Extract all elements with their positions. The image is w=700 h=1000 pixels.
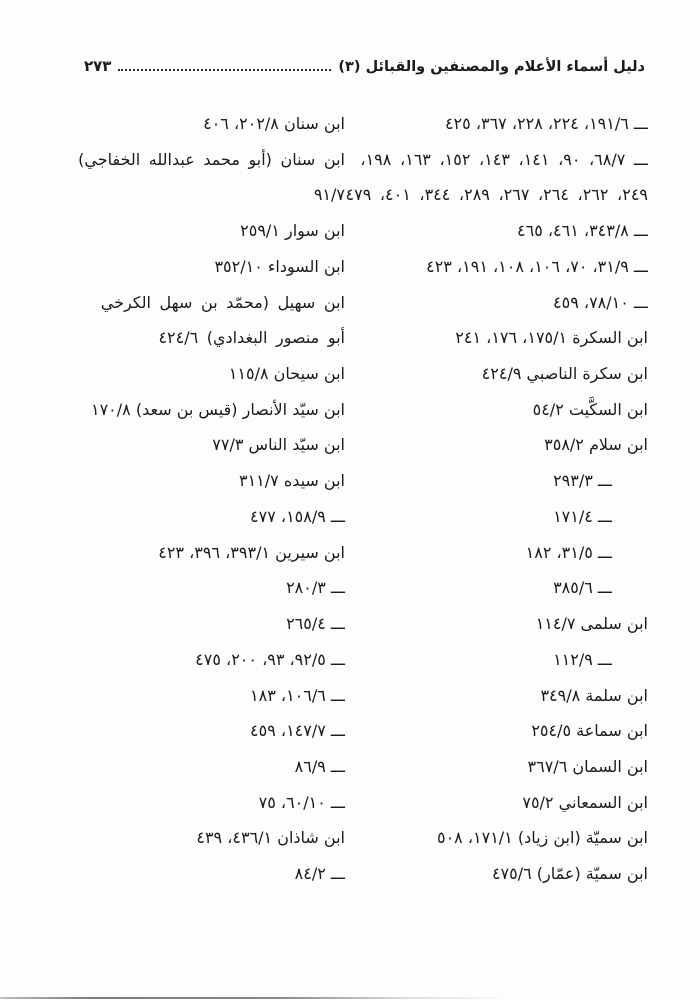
index-entry: ـــ ١٤٧/٧، ٤٥٩ [250,721,345,741]
dotted-leader [118,69,331,71]
page-number: ٢٧٣ [84,57,112,75]
index-entry: ٢٤٩، ٢٦٢، ٢٦٤، ٢٦٧، ٢٨٩، ٣٤٤، ٤٠١، ٤٧٩ [345,185,648,205]
index-entry: ـــ ١٥٨/٩، ٤٧٧ [250,506,345,526]
index-column-right [345,106,648,892]
index-entry: ابن السوداء ٣٥٢/١٠ [214,256,345,276]
index-entry: ـــ ٢٨٠/٣ [286,578,345,598]
index-entry: ابن سيّد الأنصار (قيس بن سعد) ١٧٠/٨ [90,399,345,419]
index-entry: ابن سيده ٣١١/٧ [238,471,345,491]
index-entry: ابن سلمة ٣٤٩/٨ [540,685,648,705]
index-entry: ابن سلام ٣٥٨/٢ [544,435,648,455]
index-entry: ابن سنان (أبو محمد عبدالله الخفاجي) [78,149,345,169]
index-entry: ابن سماعة ٢٥٤/٥ [531,721,648,741]
index-entry: ابن سهيل (محمّد بن سهل الكرخي [100,292,345,312]
index-entry: ابن شاذان ٤٣٦/١، ٤٣٩ [196,828,345,848]
page-edge-shadow [0,997,511,1000]
index-entry: ابن سكرة الناصبي ٤٢٤/٩ [481,364,648,384]
index-entry: ـــ ٨٦/٩ [294,756,345,776]
index-entry: أبو منصور البغدادي) ٤٢٤/٦ [158,328,345,348]
index-entry: ابن سوار ٢٥٩/١ [240,221,345,241]
index-entry: ـــ ٣٨٥/٦ [553,578,612,598]
index-entry: ـــ ٢٦٥/٤ [286,614,345,634]
index-entry: ـــ ٣٤٣/٨، ٤٦١، ٤٦٥ [517,221,648,241]
index-entry: ـــ ٦٨/٧، ٩٠، ١٤١، ١٤٣، ١٥٢، ١٦٣، ١٩٨، [360,149,648,169]
index-entry: ـــ ٨٤/٢ [294,864,345,884]
index-entry: ـــ ١١٢/٩ [553,649,612,669]
index-columns [58,106,648,892]
index-entry: ـــ ١٠٦/٦، ١٨٣ [250,685,345,705]
index-entry: ابن سلمى ١١٤/٧ [535,614,648,634]
index-entry: ابن السكرة ١٧٥/١، ١٧٦، ٢٤١ [455,328,648,348]
index-entry: ابن سميّة (عمّار) ٤٧٥/٦ [491,864,648,884]
index-entry: ـــ ١٧١/٤ [553,506,612,526]
index-entry: ـــ ٢٩٣/٣ [553,471,612,491]
index-column-left [58,106,345,892]
index-entry: ابن السمان ٣٦٧/٦ [527,756,648,776]
index-entry: ابن سيحان ١١٥/٨ [228,364,345,384]
page-header [84,57,645,75]
index-entry: ابن سيرين ٣٩٣/١، ٣٩٦، ٤٢٣ [158,542,345,562]
index-entry: ـــ ٧٨/١٠، ٤٥٩ [553,292,648,312]
running-title: دليل أسماء الأعلام والمصنفين والقبائل (٣) [338,59,645,75]
index-entry: ابن سميّة (ابن زياد) ١٧١/١، ٥٠٨ [436,828,648,848]
index-entry: ابن سنان ٢٠٢/٨، ٤٠٦ [203,114,345,133]
index-entry: ـــ ٦٠/١٠، ٧٥ [258,792,345,812]
index-entry: ابن السمعاني ٧٥/٢ [522,792,648,812]
index-entry: ـــ ٣١/٥، ١٨٢ [525,542,612,562]
index-entry: ابن السكَّيت ٥٤/٢ [532,399,648,419]
index-entry: ـــ ٣١/٩، ٧٠، ١٠٦، ١٠٨، ١٩١، ٤٢٣ [426,256,648,276]
index-entry: ـــ ١٩١/٦، ٢٢٤، ٢٢٨، ٣٦٧، ٤٢٥ [444,114,648,133]
index-entry: ٩١/٧ [313,185,345,205]
index-entry: ابن سيّد الناس ٧٧/٣ [212,435,345,455]
index-entry: ـــ ٩٢/٥، ٩٣، ٢٠٠، ٤٧٥ [195,649,345,669]
